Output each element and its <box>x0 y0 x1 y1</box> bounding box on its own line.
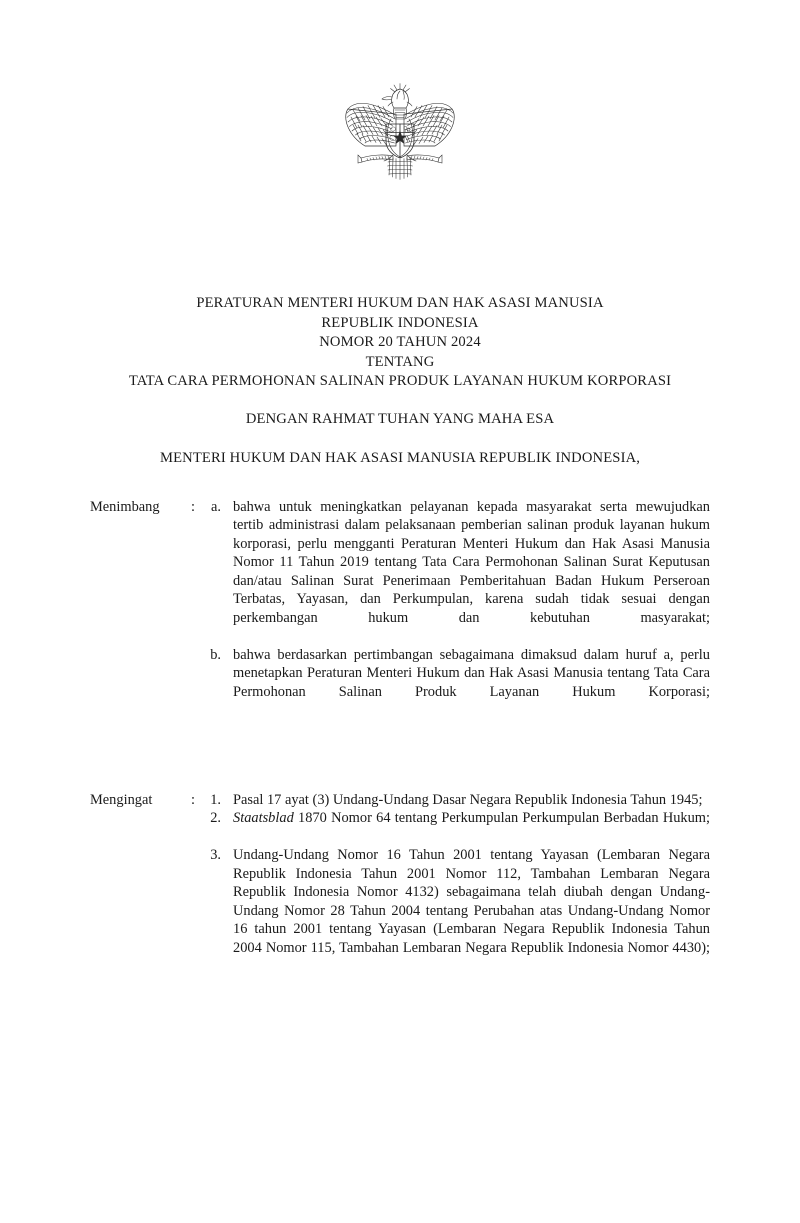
garuda-pancasila-emblem <box>341 82 459 194</box>
menimbang-item-b <box>90 646 710 720</box>
menimbang-block <box>90 498 710 719</box>
mengingat-text-1: Pasal 17 ayat (3) Undang-Undang Dasar Negara Republik Indonesia Tahun 1945; <box>233 792 703 808</box>
title-line-3: NOMOR 20 TAHUN 2024 <box>319 334 481 351</box>
title-line-1: PERATURAN MENTERI HUKUM DAN HAK ASASI MANUSIA <box>196 295 604 311</box>
mengingat-label: Mengingat <box>90 792 153 808</box>
menimbang-marker-b: b. <box>210 646 221 663</box>
authority-line: MENTERI HUKUM DAN HAK ASASI MANUSIA REPUBLIK INDONESIA, <box>159 449 641 466</box>
mengingat-text-2 <box>233 809 710 846</box>
mengingat-text-3: Undang-Undang Nomor 16 Tahun 2001 tentang Yayasan (Lembaran Negara Republik Indonesia Tahun 2001 Nomor 112, Tambahan Lembaran Negara Republik Indonesia Nomor 4132) sebagaimana telah diubah dengan Undang-Undang Nomor 28 Tahun 2004 tentang Perubahan atas Undang-Undang Nomor 16 tahun 2001 tentang Yayasan (Lembaran Negara Republik Indonesia Tahun 2004 Nomor 115, Tambahan Lembaran Negara Republik Indonesia Nomor 4430); <box>233 847 710 956</box>
mengingat-colon: : <box>191 792 195 808</box>
emblem-container <box>0 82 800 199</box>
spacer <box>60 392 740 410</box>
menimbang-text-b: bahwa berdasarkan pertimbangan sebagaimana dimaksud dalam huruf a, perlu menetapkan Peraturan Menteri Hukum dan Hak Asasi Manusia tentang Tata Cara Permohonan Salinan Produk Layanan Hukum Korporasi; <box>233 646 710 700</box>
title-line-2: REPUBLIK INDONESIA <box>321 314 479 331</box>
menimbang-marker-a: a. <box>211 499 221 515</box>
title-block <box>60 294 740 468</box>
mengingat-item-1 <box>90 791 710 809</box>
blessing-line: DENGAN RAHMAT TUHAN YANG MAHA ESA <box>245 410 555 427</box>
menimbang-text-a: bahwa untuk meningkatkan pelayanan kepada masyarakat serta mewujudkan tertib administrasi dalam pelaksanaan pemberian salinan produk layanan hukum korporasi, perlu mengganti Peraturan Menteri Hukum dan Hak Asasi Manusia Nomor 11 Tahun 2019 tentang Tata Cara Permohonan Salinan Surat Keputusan dan/atau Salinan Surat Penerimaan Pemberitahuan Badan Hukum Perseroan Terbatas, Yayasan, dan Perkumpulan, karena sudah tidak sesuai dengan perkembangan hukum dan kebutuhan masyarakat; <box>233 499 710 626</box>
title-line-4: TENTANG <box>365 353 435 370</box>
staatsblad-italic: Staatsblad <box>233 810 294 827</box>
mengingat-marker-3: 3. <box>210 847 221 864</box>
mengingat-item-2 <box>90 809 710 846</box>
spacer <box>60 430 740 449</box>
menimbang-item-a <box>90 498 710 646</box>
menimbang-colon: : <box>191 499 195 515</box>
mengingat-block <box>90 791 710 976</box>
mengingat-marker-2: 2. <box>210 810 221 827</box>
mengingat-text-2-rest: 1870 Nomor 64 tentang Perkumpulan Perkumpulan Berbadan Hukum; <box>293 810 710 827</box>
menimbang-label: Menimbang <box>90 499 160 515</box>
mengingat-item-3 <box>90 846 710 975</box>
title-line-5: TATA CARA PERMOHONAN SALINAN PRODUK LAYANAN HUKUM KORPORASI <box>128 373 672 390</box>
mengingat-marker-1: 1. <box>210 792 221 808</box>
